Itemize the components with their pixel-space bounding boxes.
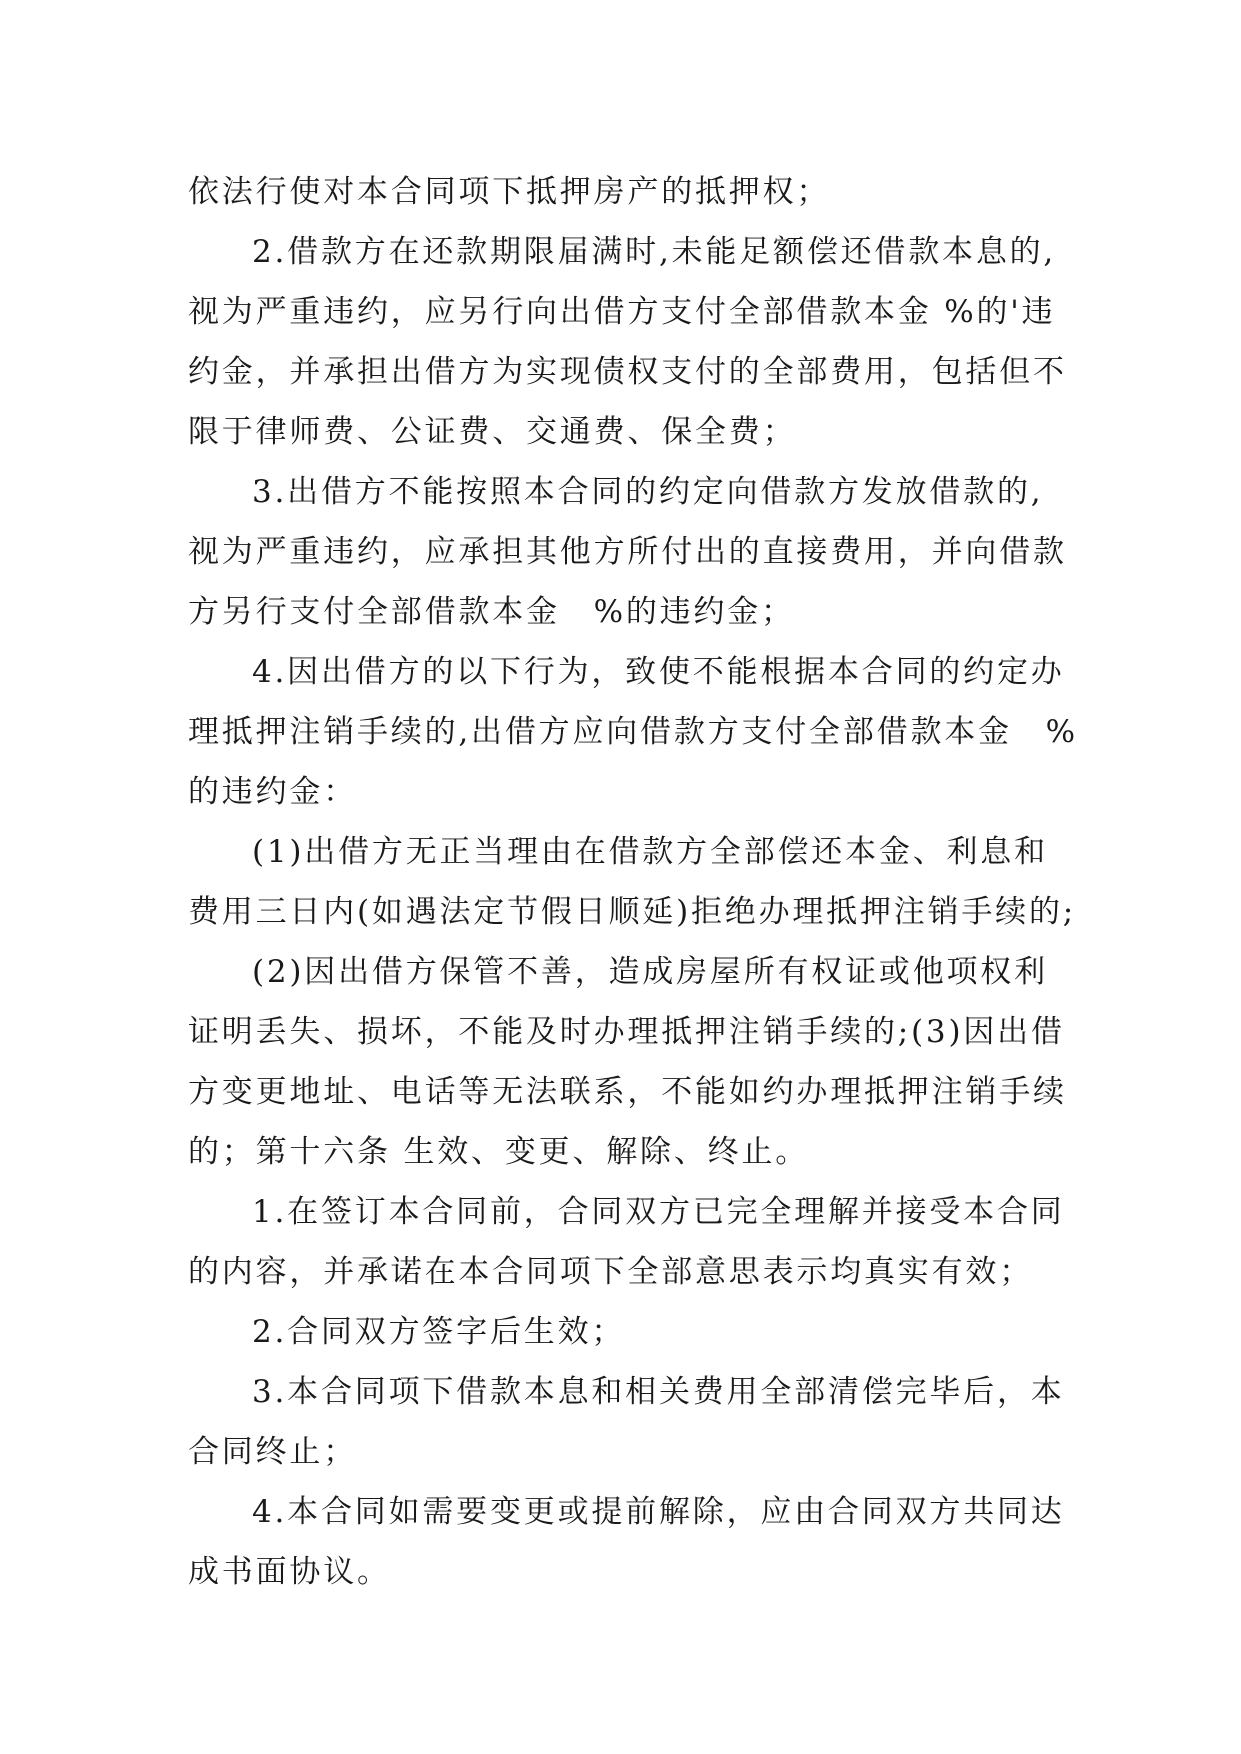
text-line: 的违约金： — [188, 774, 357, 810]
text-line: 2.合同双方签字后生效； — [252, 1314, 626, 1350]
text-line: 证明丢失、损坏，不能及时办理抵押注销手续的;(3)因出借 — [188, 1014, 1065, 1050]
text-line: (1)出借方无正当理由在借款方全部偿还本金、利息和 — [252, 834, 1048, 870]
text-line: 约金，并承担出借方为实现债权支付的全部费用，包括但不 — [188, 354, 1067, 390]
text-line: 成书面协议。 — [188, 1554, 391, 1590]
text-line: (2)因出借方保管不善，造成房屋所有权证或他项权利 — [252, 954, 1048, 990]
text-line: 1.在签订本合同前，合同双方已完全理解并接受本合同 — [252, 1194, 1065, 1230]
text-line: 的内容，并承诺在本合同项下全部意思表示均真实有效； — [188, 1254, 1033, 1290]
text-line: 方变更地址、电话等无法联系，不能如约办理抵押注销手续 — [188, 1074, 1067, 1110]
text-line: 方另行支付全部借款本金 %的违约金； — [188, 594, 795, 630]
text-line: 合同终止； — [188, 1434, 357, 1470]
text-line: 的；第十六条 生效、变更、解除、终止。 — [188, 1134, 810, 1170]
text-line: 限于律师费、公证费、交通费、保全费； — [188, 414, 797, 450]
text-line: 2.借款方在还款期限届满时,未能足额偿还借款本息的, — [252, 234, 1057, 270]
text-line: 4.本合同如需要变更或提前解除，应由合同双方共同达 — [252, 1494, 1065, 1530]
text-line: 视为严重违约，应承担其他方所付出的直接费用，并向借款 — [188, 534, 1067, 570]
text-line: 理抵押注销手续的,出借方应向借款方支付全部借款本金 % — [188, 714, 1078, 750]
text-line: 3.本合同项下借款本息和相关费用全部清偿完毕后，本 — [252, 1374, 1065, 1410]
text-line: 依法行使对本合同项下抵押房产的抵押权； — [188, 174, 831, 210]
contract-text-block — [188, 162, 1088, 1602]
text-line: 4.因出借方的以下行为，致使不能根据本合同的约定办 — [252, 654, 1065, 690]
text-line: 费用三日内(如遇法定节假日顺延)拒绝办理抵押注销手续的; — [188, 894, 1077, 930]
text-line: 3.出借方不能按照本合同的约定向借款方发放借款的, — [252, 474, 1044, 510]
text-line: 视为严重违约，应另行向出借方支付全部借款本金 %的'违 — [188, 294, 1056, 330]
